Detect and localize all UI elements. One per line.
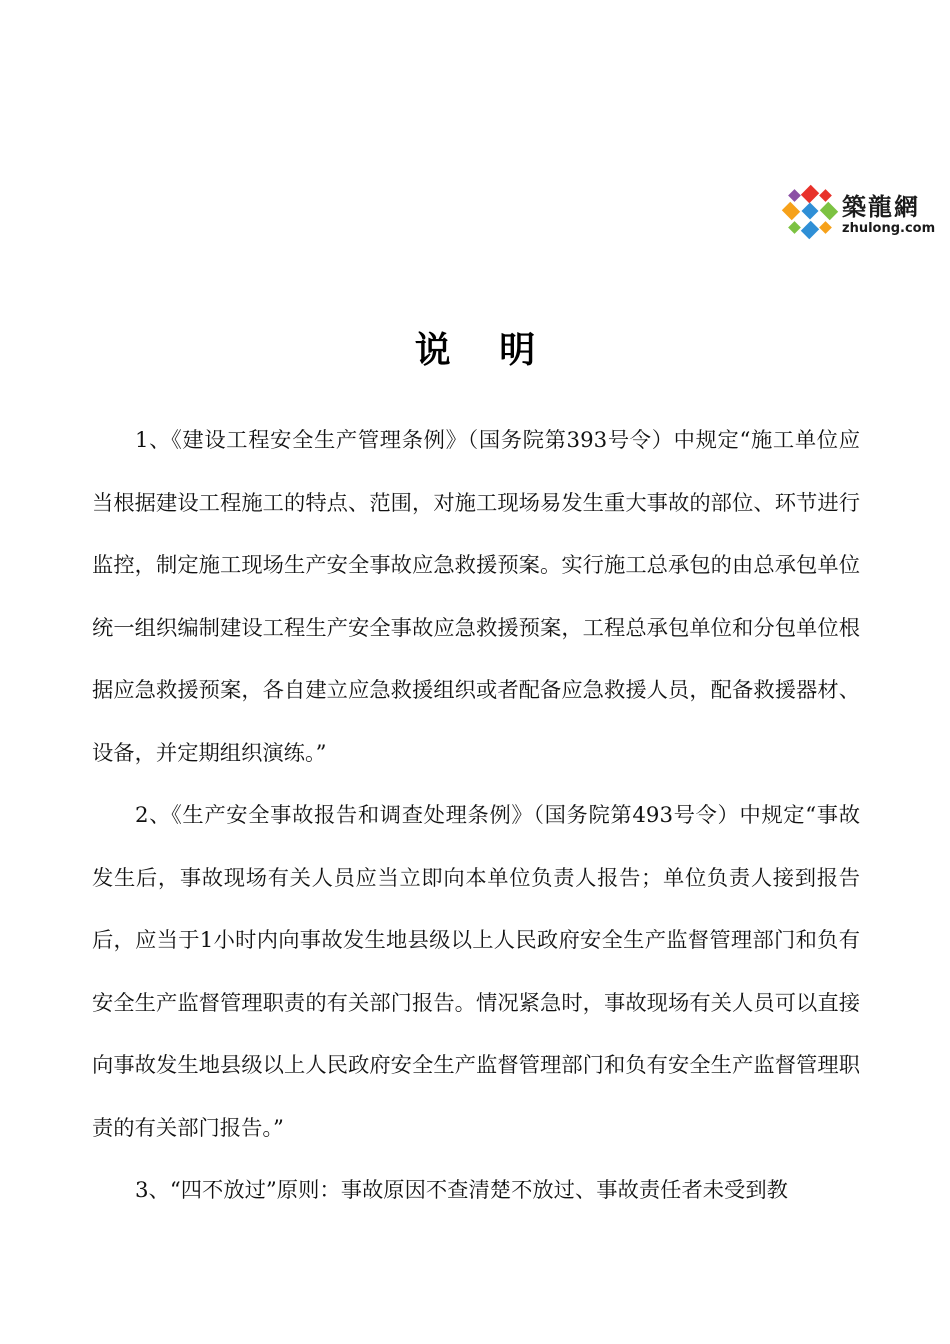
document-body xyxy=(92,410,860,1223)
document-title: 说 明 xyxy=(414,330,554,371)
paragraph-2: 2、《生产安全事故报告和调查处理条例》（国务院第493号令）中规定“事故发生后，事故现场有关人员应当立即向本单位负责人报告；单位负责人接到报告后，应当于1小时内向事故发生地县级以上人民政府安全生产监督管理部门和负有安全生产监督管理职责的有关部门报告。情况紧急时，事故现场有关人员可以直接向事故发生地县级以上人民政府安全生产监督管理部门和负有安全生产监督管理职责的有关部门报告。” xyxy=(92,803,860,1141)
logo-chinese-name: 築龍網 xyxy=(842,192,920,221)
paragraph-1: 1、《建设工程安全生产管理条例》（国务院第393号令）中规定“施工单位应当根据建设工程施工的特点、范围，对施工现场易发生重大事故的部位、环节进行监控，制定施工现场生产安全事故应急救援预案。实行施工总承包的由总承包单位统一组织编制建设工程生产安全事故应急救援预案，工程总承包单位和分包单位根据应急救援预案，各自建立应急救援组织或者配备应急救援人员，配备救援器材、设备，并定期组织演练。” xyxy=(92,428,860,766)
paragraph-3: 3、“四不放过”原则：事故原因不查清楚不放过、事故责任者未受到教 xyxy=(135,1178,788,1203)
zhulong-logo[interactable] xyxy=(780,183,940,243)
logo-domain: zhulong.com xyxy=(842,221,936,236)
zhulong-pinwheel-icon xyxy=(780,183,840,243)
